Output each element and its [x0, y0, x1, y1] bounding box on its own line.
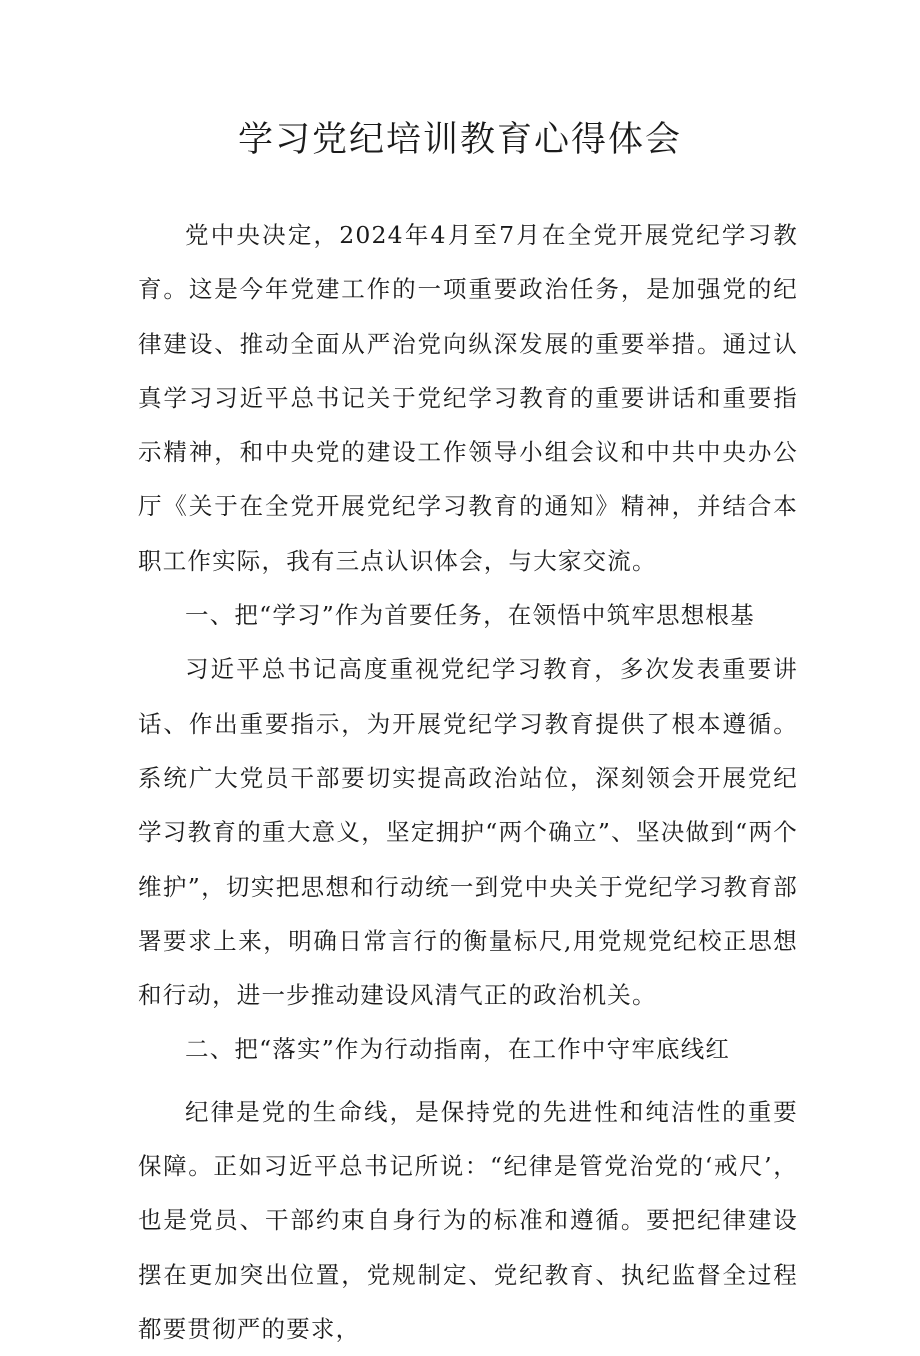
paragraph-section-1: 习近平总书记高度重视党纪学习教育，多次发表重要讲话、作出重要指示，为开展党纪学习教育提供了根本遵循。系统广大党员干部要切实提高政治站位，深刻领会开展党纪学习教育的重大意义，坚定拥护“两个确立”、坚决做到“两个维护”，切实把思想和行动统一到党中央关于党纪学习教育部署要求上来，明确日常言行的衡量标尺,用党规党纪校正思想和行动，进一步推动建设风清气正的政治机关。 [138, 655, 798, 1010]
document-title: 学习党纪培训教育心得体会 [237, 120, 682, 160]
section-heading-2: 二、把“落实”作为行动指南，在工作中守牢底线红 [185, 1035, 731, 1064]
document-body [138, 208, 798, 1356]
paragraph-section-2: 纪律是党的生命线，是保持党的先进性和纯洁性的重要保障。正如习近平总书记所说：“纪律是管党治党的‘戒尺’，也是党员、干部约束自身行为的标准和遵循。要把纪律建设摆在更加突出位置，党规制定、党纪教育、执纪监督全过程都要贯彻严的要求， [138, 1097, 798, 1343]
section-heading-1: 一、把“学习”作为首要任务，在领悟中筑牢思想根基 [185, 601, 755, 630]
paragraph-intro: 党中央决定，2024年4月至7月在全党开展党纪学习教育。这是今年党建工作的一项重要政治任务，是加强党的纪律建设、推动全面从严治党向纵深发展的重要举措。通过认真学习习近平总书记关于党纪学习教育的重要讲话和重要指示精神，和中央党的建设工作领导小组会议和中共中央办公厅《关于在全党开展党纪学习教育的通知》精神，并结合本职工作实际，我有三点认识体会，与大家交流。 [138, 221, 798, 575]
